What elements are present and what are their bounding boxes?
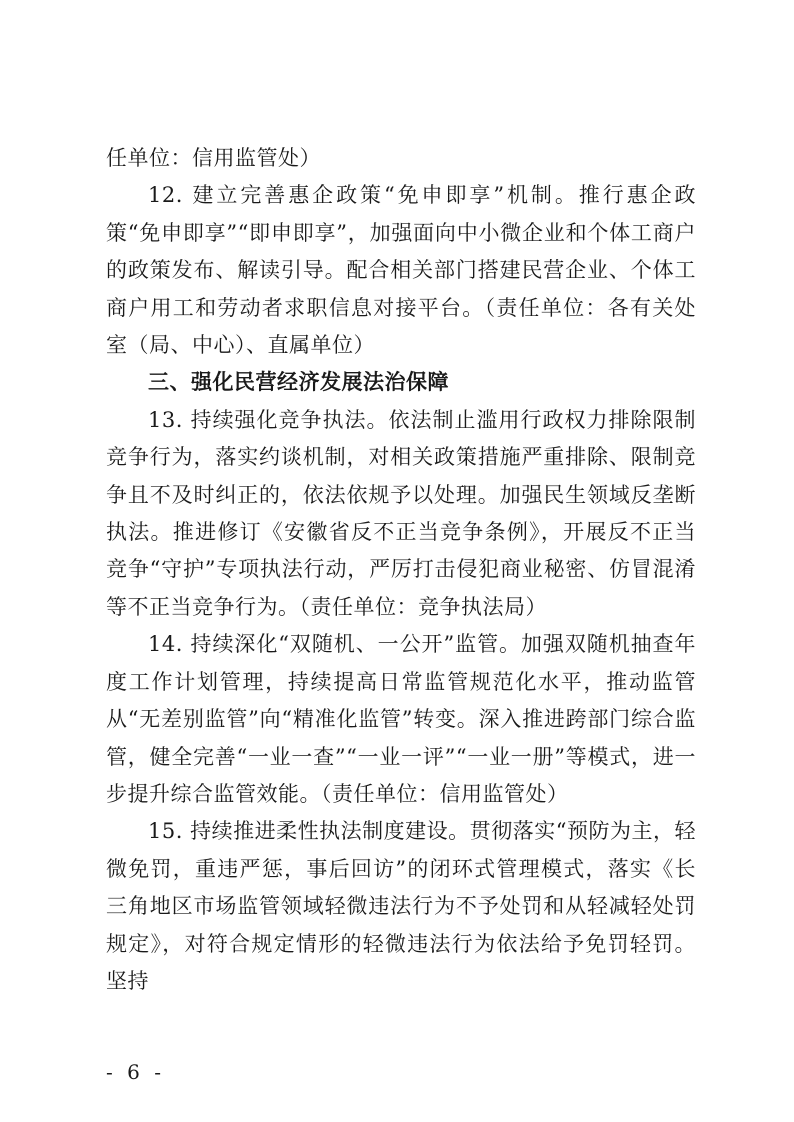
section-heading-3: 三、强化民营经济发展法治保障 <box>148 370 449 395</box>
paragraph-continuation: 任单位：信用监管处） <box>106 146 321 170</box>
paragraph-item-15: 15. 持续推进柔性执法制度建设。贯彻落实“预防为主，轻微免罚，重违严惩，事后回访”的闭环式管理模式，落实《长三角地区市场监管领域轻微违法行为不予处罚和从轻减轻处罚规定》，对符合规定情形的轻微违法行为依法给予免罚轻罚。坚持 <box>106 819 696 993</box>
paragraph-item-13: 13. 持续强化竞争执法。依法制止滥用行政权力排除限制竞争行为，落实约谈机制，对相关政策措施严重排除、限制竞争且不及时纠正的，依法依规予以处理。加强民生领域反垄断执法。推进修订《安徽省反不正当竞争条例》，开展反不正当竞争“守护”专项执法行动，严厉打击侵犯商业秘密、仿冒混淆等不正当竞争行为。（责任单位：竞争执法局） <box>106 407 696 619</box>
page-number: - 6 - <box>106 1060 165 1084</box>
paragraph-item-12: 12. 建立完善惠企政策“免申即享”机制。推行惠企政策“免申即享”“即申即享”，加强面向中小微企业和个体工商户的政策发布、解读引导。配合相关部门搭建民营企业、个体工商户用工和劳动者求职信息对接平台。（责任单位：各有关处室（局、中心）、直属单位） <box>106 183 696 358</box>
body-text <box>106 140 696 1000</box>
paragraph-item-14: 14. 持续深化“双随机、一公开”监管。加强双随机抽查年度工作计划管理，持续提高日常监管规范化水平，推动监管从“无差别监管”向“精准化监管”转变。深入推进跨部门综合监管，健全完善“一业一查”“一业一评”“一业一册”等模式，进一步提升综合监管效能。（责任单位：信用监管处） <box>106 632 696 806</box>
